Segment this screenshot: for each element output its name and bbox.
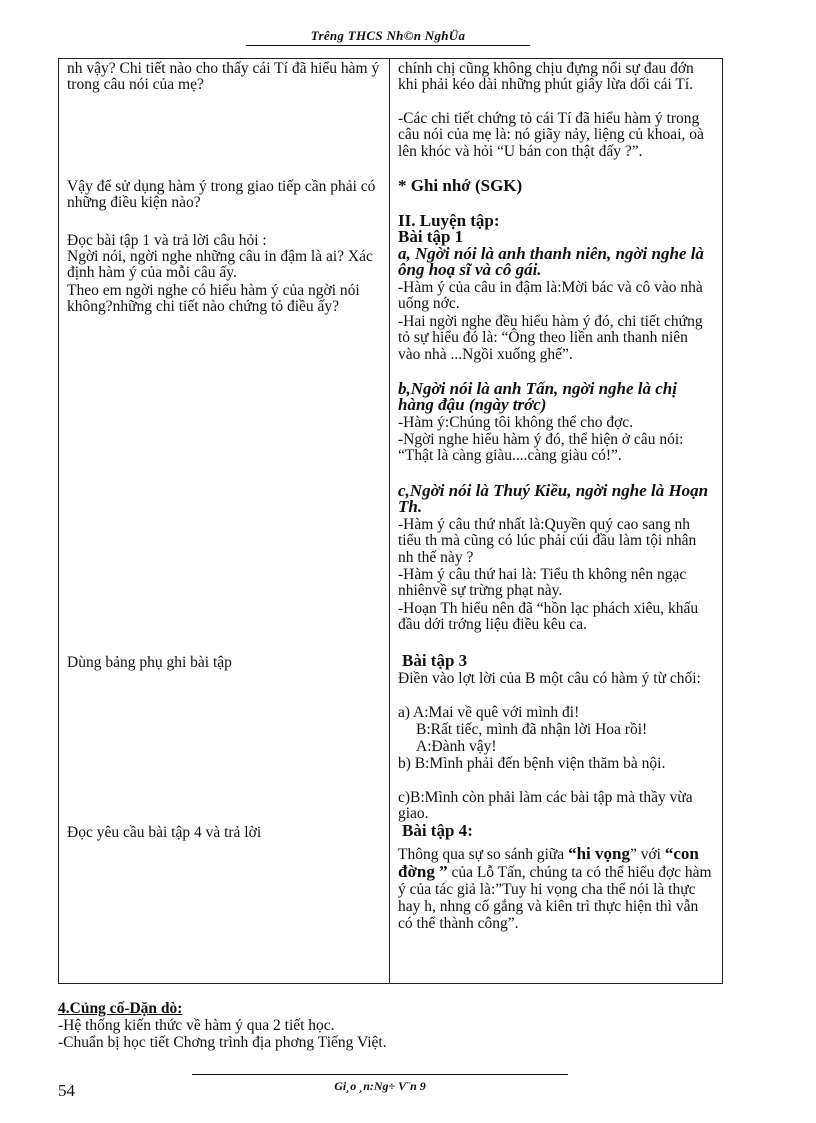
page-footer: Gi¸o ¸n:Ng÷ V¨n 9	[192, 1074, 568, 1094]
exercise-4-answer	[398, 845, 714, 932]
exercise-4-heading: Bài tập 4:	[402, 821, 473, 840]
exercise-3-a-line-1: a) A:Mai về quê với mình đi!	[398, 704, 580, 721]
left-question-4: Theo em ngời nghe có hiểu hàm ý của ngời nói không?những chi tiết nào chứng tỏ điều ấy?	[67, 282, 360, 316]
consolidation-title: 4.Củng cố-Dặn dò:	[58, 1000, 183, 1017]
page-header: Trêng THCS Nh©n NghÜa	[246, 28, 530, 46]
left-instruction-2: Dùng bảng phụ ghi bài tập	[67, 654, 232, 671]
exercise-4-label: Bài tập 4	[402, 821, 468, 840]
student-column	[390, 59, 723, 984]
right-text-1: chính chị cũng không chịu đựng nổi sự đau đớn khi phải kéo dài những phút giây lừa dối cái Tí.	[398, 60, 694, 94]
consolidation-line-1: -Hệ thống kiến thức về hàm ý qua 2 tiết học.	[58, 1017, 335, 1034]
exercise-3-a-line-2: B:Rất tiếc, mình đã nhận lời Hoa rồi!	[416, 721, 648, 738]
exercise-1a-answer-2: -Hai ngời nghe đều hiểu hàm ý đó, chi tiết chứng tỏ sự hiểu đó là: “Ông theo liền anh thanh niên vào nhà ...Ngồi xuống ghế”.	[398, 313, 703, 363]
memo-heading: * Ghi nhớ (SGK)	[398, 176, 523, 195]
exercise-1a-title: a, Ngời nói là anh thanh niên, ngời nghe là ông hoạ sĩ và cô gái.	[398, 244, 704, 280]
left-question-2: Vậy để sử dụng hàm ý trong giao tiếp cần phải có những điều kiện nào?	[67, 178, 376, 212]
exercise-4-post: của Lỗ Tấn, chúng ta có thể hiểu đợc hàm ý của tác giả là:”Tuy hi vọng cha thể nói là thực hay h, nhng cố gắng và kiên trì thực hiện thì vẫn có thể thành công”.	[398, 864, 712, 932]
exercise-1c-answer-1: -Hàm ý câu thứ nhất là:Quyền quý cao sang nh tiểu th mà cũng có lúc phải cúi đầu làm tội nhân nh thế này ?	[398, 516, 697, 566]
exercise-1c-answer-2: -Hàm ý câu thứ hai là: Tiểu th không nên ngạc nhiênvề sự trừng phạt này.	[398, 566, 687, 600]
teacher-column	[59, 59, 390, 984]
exercise-3-c: c)B:Mình còn phải làm các bài tập mà thầy vừa giao.	[398, 789, 693, 823]
exercise-1-heading: Bài tập 1	[398, 227, 464, 246]
exercise-1b-answer-2: -Ngời nghe hiểu hàm ý đó, thể hiện ở câu nói: “Thật là càng giàu....càng giàu có!”.	[398, 431, 684, 465]
exercise-1b-title: b,Ngời nói là anh Tấn, ngời nghe là chị hàng đậu (ngày trớc)	[398, 379, 677, 415]
hi-vong-term: “hi vọng	[568, 844, 630, 863]
exercise-1b-answer-1: -Hàm ý:Chúng tôi không thể cho đợc.	[398, 414, 634, 431]
exercise-1c-title: c,Ngời nói là Thuý Kiều, ngời nghe là Hoạn Th.	[398, 481, 709, 517]
exercise-1a-answer-1: -Hàm ý của câu in đậm là:Mời bác và cô vào nhà uống nớc.	[398, 279, 703, 313]
right-text-2: -Các chi tiết chứng tỏ cái Tí đã hiểu hàm ý trong câu nói của mẹ là: nó giãy nảy, liệng củ khoai, oà lên khóc và hỏi “U bán con thật đấy ?”.	[398, 110, 704, 160]
consolidation-section	[58, 1000, 387, 1051]
exercise-3-b: b) B:Mình phải đến bệnh viện thăm bà nội.	[398, 755, 666, 772]
left-question-3: Ngời nói, ngời nghe những câu in đậm là ai? Xác định hàm ý của mỗi câu ấy.	[67, 248, 373, 282]
practice-heading: II. Luyện tập:	[398, 211, 500, 230]
left-instruction-3: Đọc yêu cầu bài tập 4 và trả lời	[67, 824, 262, 841]
exercise-3-a-line-3: A:Đành vậy!	[416, 738, 497, 755]
con-duong-term: “con đờng ”	[398, 844, 699, 881]
consolidation-line-2: -Chuẩn bị học tiết Chơng trình địa phơng Tiếng Việt.	[58, 1034, 387, 1051]
exercise-3-question: Điền vào lợt lời của B một câu có hàm ý từ chối:	[398, 670, 701, 687]
exercise-1c-answer-3: -Hoạn Th hiểu nên đã “hồn lạc phách xiêu, khấu đầu dới trớng liệu điều kêu ca.	[398, 600, 699, 634]
lesson-table	[58, 58, 723, 984]
exercise-4-pre: Thông qua sự so sánh giữa	[398, 846, 569, 863]
page-number: 54	[58, 1081, 75, 1100]
exercise-3-heading: Bài tập 3	[402, 651, 468, 670]
exercise-4-mid: ” với	[629, 846, 665, 863]
left-instruction-1: Đọc bài tập 1 và trả lời câu hỏi :	[67, 232, 267, 249]
left-question-1: nh vậy? Chi tiết nào cho thấy cái Tí đã hiểu hàm ý trong câu nói của mẹ?	[67, 60, 380, 94]
